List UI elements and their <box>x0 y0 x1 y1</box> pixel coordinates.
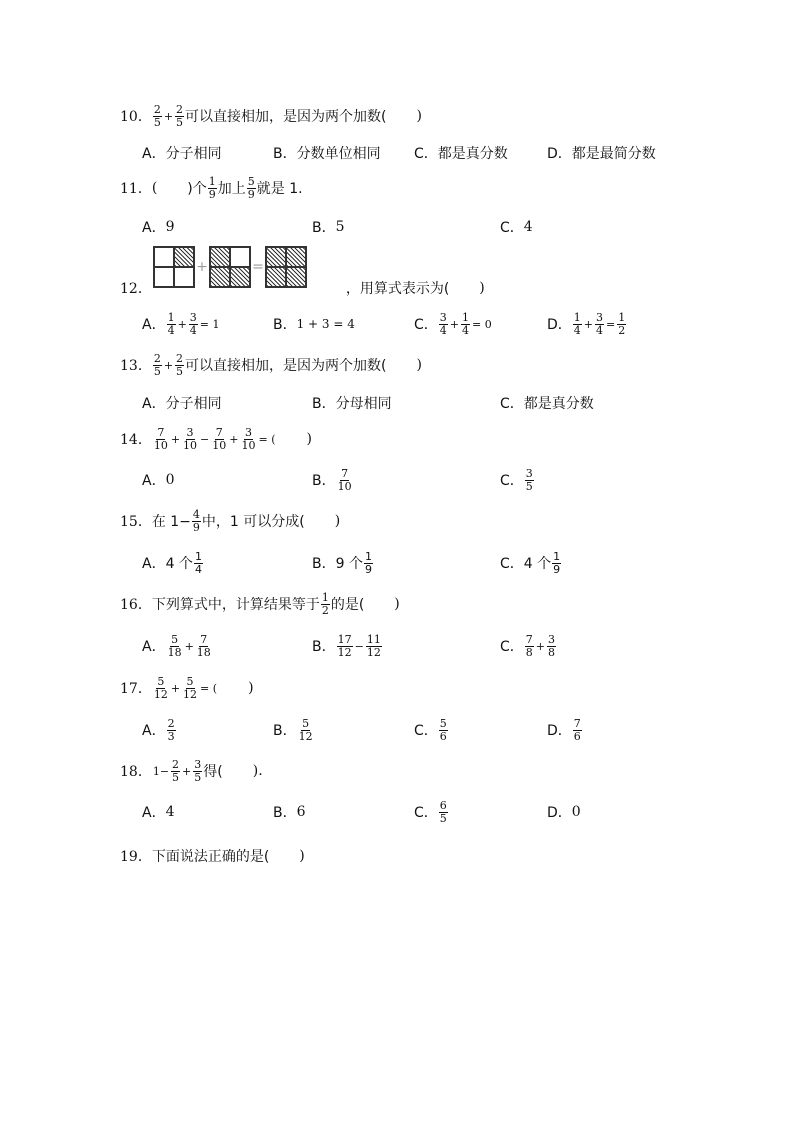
option-d[interactable]: D． 0 <box>547 804 581 821</box>
question-10: 10． $\frac{2}{5}$ + $\frac{2}{5}$ 可以直接相加，是因为两个加数( ) <box>120 102 422 129</box>
option-b[interactable]: B． 分数单位相同 <box>273 146 381 162</box>
question-13: 13． $\frac{2}{5}$ + $\frac{2}{5}$ 可以直接相加，是因为两个加数( ) <box>120 351 422 378</box>
options-10 <box>142 133 702 173</box>
option-d[interactable]: D． 都是最简分数 <box>547 146 656 162</box>
option-b[interactable]: B． $\frac{17}{12}$ − $\frac{11}{12}$ <box>312 632 381 659</box>
option-b[interactable]: B． $\frac{7}{10}$ <box>312 466 352 493</box>
question-18: 18． 1− $\frac{2}{5}$ + $\frac{3}{5}$ 得( ). <box>120 757 263 784</box>
question-16: 16． 下列算式中，计算结果等于 $\frac{1}{2}$ 的是( ) <box>120 590 400 617</box>
fraction: $\frac{2}{5}$ <box>153 102 161 129</box>
option-a[interactable]: A． 分子相同 <box>142 396 222 412</box>
option-b[interactable]: B． $\frac{5}{12}$ <box>273 716 313 743</box>
options-17 <box>142 710 702 750</box>
question-12: 12． ，用算式表示为( ) <box>120 280 485 297</box>
option-a[interactable]: A． 9 <box>142 219 175 236</box>
options-14 <box>142 460 702 500</box>
option-b[interactable]: B． 分母相同 <box>312 396 392 412</box>
option-b[interactable]: B． 6 <box>273 804 306 821</box>
options-16 <box>142 626 702 666</box>
question-15: 15． 在 1− $\frac{4}{9}$ 中，1 可以分成( ) <box>120 507 341 534</box>
option-d[interactable]: D． $\frac{7}{6}$ <box>547 716 581 743</box>
option-a[interactable]: A． 4 <box>142 804 175 821</box>
option-c[interactable]: C． 都是真分数 <box>500 396 594 412</box>
option-c[interactable]: C． $\frac{5}{6}$ <box>414 716 447 743</box>
option-c[interactable]: C． 都是真分数 <box>414 146 508 162</box>
options-18 <box>142 792 702 832</box>
options-12 <box>142 304 702 344</box>
option-c[interactable]: C． 4 个 $\frac{1}{9}$ <box>500 549 561 576</box>
question-number: 10． <box>120 109 152 125</box>
option-a[interactable]: A． 0 <box>142 472 175 489</box>
option-a[interactable]: A． 分子相同 <box>142 146 222 162</box>
option-d[interactable]: D． $\frac{1}{4}$ + $\frac{3}{4}$ = $\frac{1}{2}$ <box>547 310 626 337</box>
option-a[interactable]: A． $\frac{1}{4}$ + $\frac{3}{4}$ = 1 <box>142 310 220 337</box>
option-c[interactable]: C． $\frac{6}{5}$ <box>414 798 447 825</box>
fraction: $\frac{2}{5}$ <box>176 102 184 129</box>
option-b[interactable]: B． 5 <box>312 219 345 236</box>
question-17: 17． $\frac{5}{12}$ + $\frac{5}{12}$ = ( ) <box>120 674 254 701</box>
option-c[interactable]: C． $\frac{3}{4}$ + $\frac{1}{4}$ = 0 <box>414 310 492 337</box>
options-15 <box>142 543 702 583</box>
fraction: $\frac{5}{9}$ <box>247 174 255 201</box>
fraction-grid-figure: + = <box>153 246 307 288</box>
option-c[interactable]: C． $\frac{3}{5}$ <box>500 466 533 493</box>
options-13 <box>142 383 702 423</box>
question-14: 14． $\frac{7}{10}$ + $\frac{3}{10}$ − $\frac{7}{10}$ + $\frac{3}{10}$ = ( ) <box>120 425 312 452</box>
fraction: $\frac{1}{9}$ <box>208 174 216 201</box>
option-a[interactable]: A． $\frac{5}{18}$ + $\frac{7}{18}$ <box>142 632 211 659</box>
question-19: 19． 下面说法正确的是( ) <box>120 848 305 865</box>
question-text: 可以直接相加，是因为两个加数( <box>185 109 387 125</box>
option-a[interactable]: A． 4 个 $\frac{1}{4}$ <box>142 549 202 576</box>
options-11 <box>142 207 702 247</box>
option-b[interactable]: B． 9 个 $\frac{1}{9}$ <box>312 549 372 576</box>
option-c[interactable]: C． $\frac{7}{8}$ + $\frac{3}{8}$ <box>500 632 555 659</box>
option-a[interactable]: A． $\frac{2}{3}$ <box>142 716 175 743</box>
question-11: 11． ( )个 $\frac{1}{9}$ 加上 $\frac{5}{9}$ 就是 1. <box>120 174 303 201</box>
option-c[interactable]: C． 4 <box>500 219 533 236</box>
option-b[interactable]: B． 1 + 3 = 4 <box>273 317 355 333</box>
